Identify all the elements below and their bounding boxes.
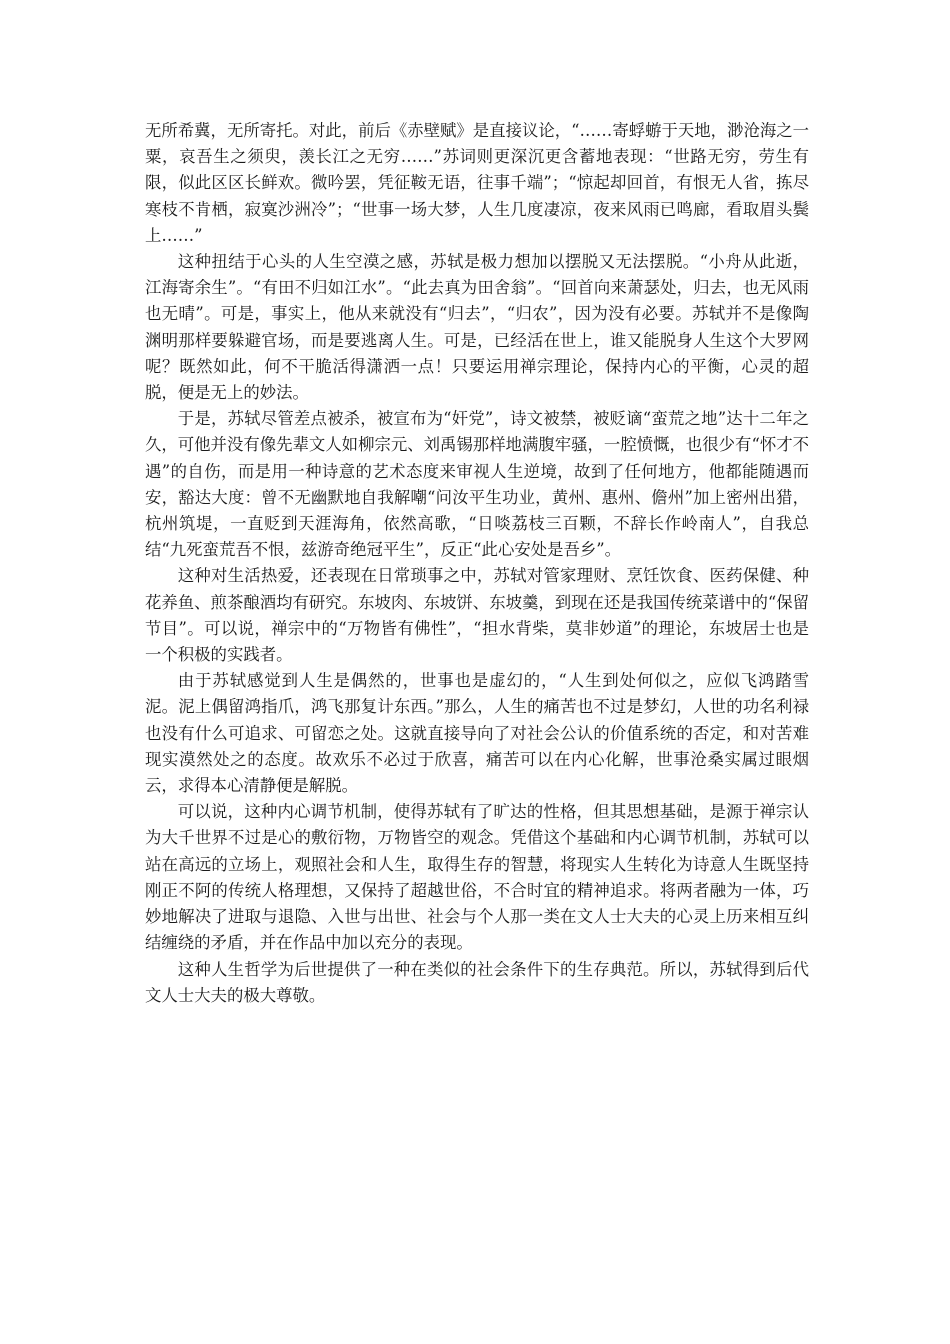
paragraph-5: 由于苏轼感觉到人生是偶然的，世事也是虚幻的，“人生到处何似之，应似飞鸿踏雪泥。泥上偶留鸿指爪，鸿飞那复计东西。”那么，人生的痛苦也不过是梦幻，人世的功名利禄也没有什么可追求、可留恋之处。这就直接导向了对社会公认的价值系统的否定，和对苦难现实漠然处之的态度。故欢乐不必过于欣喜，痛苦可以在内心化解，世事沧桑实属过眼烟云，求得本心清静便是解脱。 xyxy=(145,671,809,796)
paragraph-2: 这种扭结于心头的人生空漠之感，苏轼是极力想加以摆脱又无法摆脱。“小舟从此逝，江海寄余生”。“有田不归如江水”。“此去真为田舍翁”。“回首向来萧瑟处，归去，也无风雨也无晴”。可是，事实上，他从来就没有“归去”，“归农”，因为没有必要。苏轼并不是像陶渊明那样要躲避官场，而是要逃离人生。可是，已经活在世上，谁又能脱身人生这个大罗网呢？既然如此，何不干脆活得潇洒一点！只要运用禅宗理论，保持内心的平衡，心灵的超脱，便是无上的妙法。 xyxy=(145,252,809,403)
paragraph-3: 于是，苏轼尽管差点被杀，被宣布为“奸党”，诗文被禁，被贬谪“蛮荒之地”达十二年之久，可他并没有像先辈文人如柳宗元、刘禹锡那样地满腹牢骚，一腔愤慨，也很少有“怀才不遇”的自伤，而是用一种诗意的艺术态度来审视人生逆境，故到了任何地方，他都能随遇而安，豁达大度：曾不无幽默地自我解嘲“问汝平生功业，黄州、惠州、儋州”加上密州出猎，杭州筑堤，一直贬到天涯海角，依然高歌，“日啖荔枝三百颗，不辞长作岭南人”，自我总结“九死蛮荒吾不恨，兹游奇绝冠平生”，反正“此心安处是吾乡”。 xyxy=(145,409,810,560)
document-page xyxy=(145,118,809,1009)
paragraph-6: 可以说，这种内心调节机制，使得苏轼有了旷达的性格，但其思想基础，是源于禅宗认为大千世界不过是心的敷衍物，万物皆空的观念。凭借这个基础和内心调节机制，苏轼可以站在高远的立场上，观照社会和人生，取得生存的智慧，将现实人生转化为诗意人生既坚持刚正不阿的传统人格理想，又保持了超越世俗，不合时宜的精神追求。将两者融为一体，巧妙地解决了进取与退隐、入世与出世、社会与个人那一类在文人士大夫的心灵上历来相互纠结缠绕的矛盾，并在作品中加以充分的表现。 xyxy=(145,802,809,953)
paragraph-1: 无所希冀，无所寄托。对此，前后《赤壁赋》是直接议论，“……寄蜉蝣于天地，渺沧海之一粟，哀吾生之须臾，羡长江之无穷……”苏词则更深沉更含蓄地表现：“世路无穷，劳生有限，似此区区长鲜欢。微吟罢，凭征鞍无语，往事千端”；“惊起却回首，有恨无人省，拣尽寒枝不肯栖，寂寞沙洲冷”；“世事一场大梦，人生几度凄凉，夜来风雨已鸣廊，看取眉头鬓上……” xyxy=(145,121,810,245)
paragraph-7: 这种人生哲学为后世提供了一种在类似的社会条件下的生存典范。所以，苏轼得到后代文人士大夫的极大尊敬。 xyxy=(145,959,809,1005)
paragraph-4: 这种对生活热爱，还表现在日常琐事之中，苏轼对管家理财、烹饪饮食、医药保健、种花养鱼、煎茶酿酒均有研究。东坡肉、东坡饼、东坡羹，到现在还是我国传统菜谱中的“保留节目”。可以说，禅宗中的“万物皆有佛性”，“担水背柴，莫非妙道”的理论，东坡居士也是一个积极的实践者。 xyxy=(145,566,810,665)
